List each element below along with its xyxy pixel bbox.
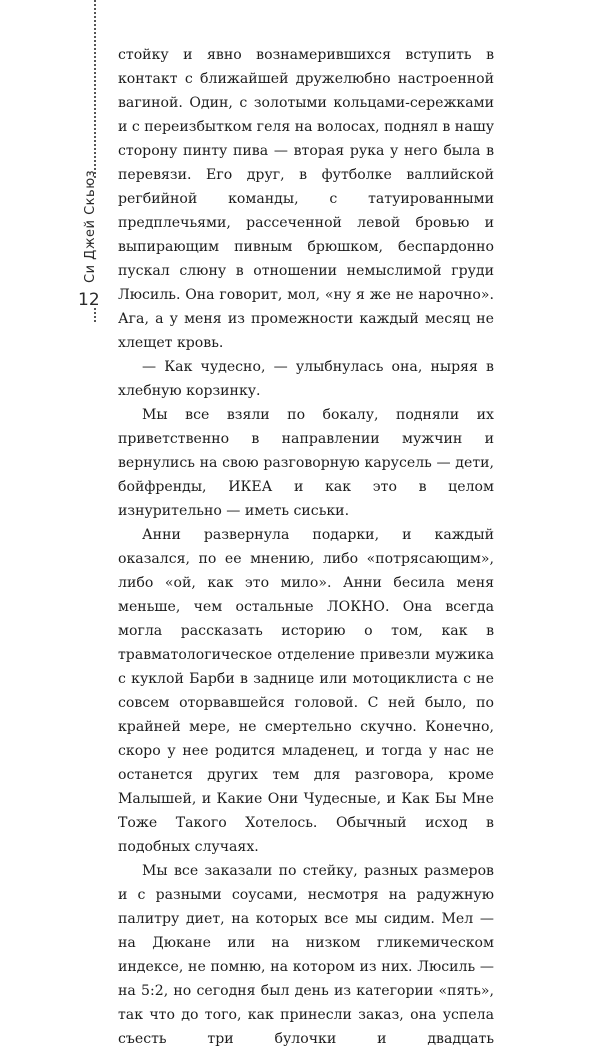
running-head-author: Си Джей Скьюз xyxy=(83,169,98,283)
dotted-rule-top xyxy=(94,0,96,178)
paragraph: Мы все заказали по стейку, разных размеров и с разными соусами, несмотря на радужную палитру диет, на которых все мы сидим. Мел — на Дюкане или на низком гликемическом индексе, не помню, на котором из них. Люсиль — на 5:2, но сегодня был день из категории «пять», так что до того, как принесли заказ, она успела съесть три булочки и двадцать xyxy=(118,863,494,1047)
page-margin-header xyxy=(60,0,100,320)
paragraph: Мы все взяли по бокалу, подняли их приветственно в направлении мужчин и вернулись на свою разговорную карусель — дети, бойфренды, ИКЕА и как это в целом изнурительно — иметь сиськи. xyxy=(118,407,494,519)
page-number: 12 xyxy=(78,290,100,310)
paragraph: Анни развернула подарки, и каждый оказался, по ее мнению, либо «потрясающим», либо «ой, как это мило». Анни бесила меня меньше, чем остальные ЛОКНО. Она всегда могла рассказать историю о том, как в травматологическое отделение привезли мужика с куклой Барби в заднице или мотоциклиста с не совсем оторвавшейся головой. С ней было, по крайней мере, не смертельно скучно. Конечно, скоро у нее родится младенец, и тогда у нас не останется других тем для разговора, кроме Малышей, и Какие Они Чудесные, и Как Бы Мне Тоже Такого Хотелось. Обычный исход в подобных случаях. xyxy=(118,527,494,855)
paragraph: — Как чудесно, — улыбнулась она, ныряя в хлебную корзинку. xyxy=(118,359,494,399)
dotted-rule-bottom xyxy=(94,308,96,322)
body-text xyxy=(118,43,494,1051)
paragraph-continued: стойку и явно вознамерившихся вступить в контакт с ближайшей дружелюбно настроенной вагиной. Один, с золотыми кольцами-сережками и с переизбытком геля на волосах, поднял в нашу сторону пинту пива — вторая рука у него была в перевязи. Его друг, в футболке валлийской регбийной команды, с татуированными предплечьями, рассеченной левой бровью и выпирающим пивным брюшком, беспардонно пускал слюну в отношении немыслимой груди Люсиль. Она говорит, мол, «ну я же не нарочно». Ага, а у меня из промежности каждый месяц не хлещет кровь. xyxy=(118,47,494,351)
